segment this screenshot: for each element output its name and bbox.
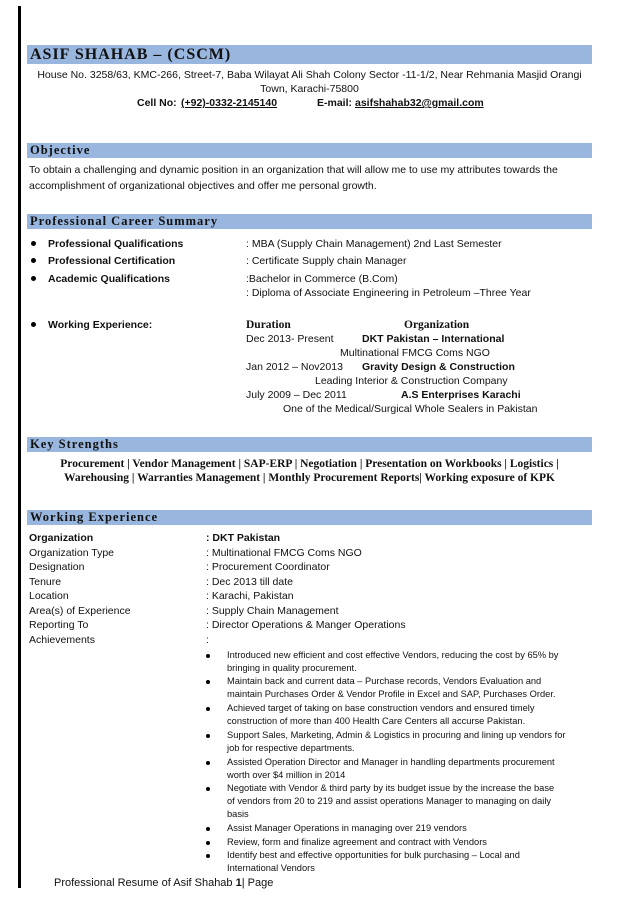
bullet-icon	[206, 827, 210, 831]
achievement-item-cont: bringing in quality procurement.	[227, 663, 357, 673]
summary-heading: Professional Career Summary	[30, 214, 219, 228]
objective-line-2: accomplishment of organizational objectives and offer me personal growth.	[29, 180, 377, 192]
summary-value-academic: :Bachelor in Commerce (B.Com)	[246, 273, 398, 285]
achievement-item: Assist Manager Operations in managing over 219 vendors	[227, 823, 467, 833]
summary-value-academic-2: : Diploma of Associate Engineering in Petroleum –Three Year	[246, 287, 531, 299]
bullet-icon	[206, 761, 210, 765]
email-link[interactable]: asifshahab32@gmail.com	[355, 97, 484, 109]
job-org: Gravity Design & Construction	[362, 361, 515, 373]
objective-line-1: To obtain a challenging and dynamic position in an organization that will allow me to use my attributes towards the	[29, 164, 558, 176]
exp-value-designation: : Procurement Coordinator	[206, 561, 330, 573]
achievement-item: Maintain back and current data – Purchase records, Vendors Evaluation and	[227, 676, 542, 686]
cell-label: Cell No:	[137, 97, 177, 109]
footer-text: Professional Resume of Asif Shahab	[54, 877, 233, 889]
exp-value-organization: : DKT Pakistan	[206, 532, 281, 544]
achievement-item-cont: basis	[227, 809, 249, 819]
cell-number[interactable]: (+92)-0332-2145140	[181, 97, 278, 109]
exp-value-achievements: :	[206, 634, 209, 646]
experience-heading: Working Experience	[30, 510, 159, 524]
footer-page-number: 1	[235, 877, 242, 889]
bullet-icon	[31, 322, 36, 327]
achievement-item: Review, form and finalize agreement and contract with Vendors	[227, 837, 487, 847]
address-line-2: Town, Karachi-75800	[260, 83, 359, 95]
working-experience-label: Working Experience:	[48, 319, 153, 331]
exp-value-location: : Karachi, Pakistan	[206, 590, 294, 602]
summary-label-qualifications: Professional Qualifications	[48, 238, 184, 250]
achievement-item: Support Sales, Marketing, Admin & Logistics in procuring and lining up vendors for	[227, 730, 566, 740]
bullet-icon	[31, 258, 36, 263]
strengths-line-2: Warehousing | Warranties Management | Monthly Procurement Reports| Working exposure of KPK	[64, 472, 555, 484]
summary-label-certification: Professional Certification	[48, 255, 176, 267]
bullet-icon	[206, 841, 210, 845]
achievement-item: Assisted Operation Director and Manager in handling departments procurement	[227, 757, 555, 767]
job-duration: Dec 2013- Present	[246, 333, 334, 345]
job-desc: Leading Interior & Construction Company	[315, 375, 508, 387]
achievement-item-cont: job for respective departments.	[227, 743, 355, 753]
page-footer	[54, 877, 273, 889]
exp-label-location: Location	[29, 590, 69, 602]
exp-label-org-type: Organization Type	[29, 547, 115, 559]
address-line-1: House No. 3258/63, KMC-266, Street-7, Baba Wilayat Ali Shah Colony Sector -11-1/2, Near Rehmania Masjid Orangi	[37, 69, 582, 81]
exp-value-area: : Supply Chain Management	[206, 605, 339, 617]
strengths-heading: Key Strengths	[30, 437, 119, 451]
left-margin-rule	[18, 6, 21, 888]
achievement-item-cont: construction of more than 400 Health Care Centers all accurse Pakistan.	[227, 716, 526, 726]
job-org: A.S Enterprises Karachi	[401, 389, 521, 401]
objective-band	[27, 143, 592, 158]
summary-value-qualifications: : MBA (Supply Chain Management) 2nd Last Semester	[246, 238, 502, 250]
exp-label-tenure: Tenure	[29, 576, 62, 588]
exp-value-org-type: : Multinational FMCG Coms NGO	[206, 547, 362, 559]
exp-label-organization: Organization	[29, 532, 94, 544]
email-label: E-mail:	[317, 97, 353, 109]
exp-label-designation: Designation	[29, 561, 85, 573]
achievement-item: Negotiate with Vendor & third party by its budget issue by the increase the base	[227, 783, 555, 793]
exp-label-achievements: Achievements	[29, 634, 95, 646]
exp-label-area: Area(s) of Experience	[29, 605, 131, 617]
job-org: DKT Pakistan – International	[362, 333, 505, 345]
summary-value-certification: : Certificate Supply chain Manager	[246, 255, 407, 267]
bullet-icon	[206, 734, 210, 738]
bullet-icon	[206, 680, 210, 684]
achievement-item-cont: International Vendors	[227, 863, 315, 873]
achievement-item-cont: worth over $4 million in 2014	[227, 770, 346, 780]
achievement-item: Achieved target of taking on base construction vendors and ensured timely	[227, 703, 535, 713]
job-desc: Multinational FMCG Coms NGO	[340, 347, 490, 359]
bullet-icon	[206, 654, 210, 658]
job-duration: July 2009 – Dec 2011	[246, 389, 347, 401]
bullet-icon	[206, 707, 210, 711]
objective-heading: Objective	[30, 143, 91, 157]
bullet-icon	[206, 854, 210, 858]
duration-header: Duration	[246, 319, 291, 331]
achievement-item-cont: maintain Purchases Order & Vendor Profile in Excel and SAP, Purchases Order.	[227, 689, 556, 699]
achievement-item-cont: of vendors from 20 to 219 and assist operations Manager to managing on daily	[227, 796, 552, 806]
bullet-icon	[31, 276, 36, 281]
footer-page-label: | Page	[241, 877, 274, 889]
achievement-item: Identify best and effective opportunities for bulk purchasing – Local and	[227, 850, 520, 860]
job-desc: One of the Medical/Surgical Whole Sealers in Pakistan	[283, 403, 538, 415]
bullet-icon	[206, 787, 210, 791]
strengths-line-1: Procurement | Vendor Management | SAP-ERP | Negotiation | Presentation on Workbooks | Logistics |	[60, 458, 559, 470]
exp-value-reporting: : Director Operations & Manger Operations	[206, 619, 406, 631]
organization-header: Organization	[404, 319, 470, 331]
exp-value-tenure: : Dec 2013 till date	[206, 576, 293, 588]
name-title: ASIF SHAHAB – (CSCM)	[30, 46, 232, 63]
summary-label-academic: Academic Qualifications	[48, 273, 170, 285]
achievement-item: Introduced new efficient and cost effective Vendors, reducing the cost by 65% by	[227, 650, 559, 660]
exp-label-reporting: Reporting To	[29, 619, 89, 631]
job-duration: Jan 2012 – Nov2013	[246, 361, 343, 373]
bullet-icon	[31, 241, 36, 246]
